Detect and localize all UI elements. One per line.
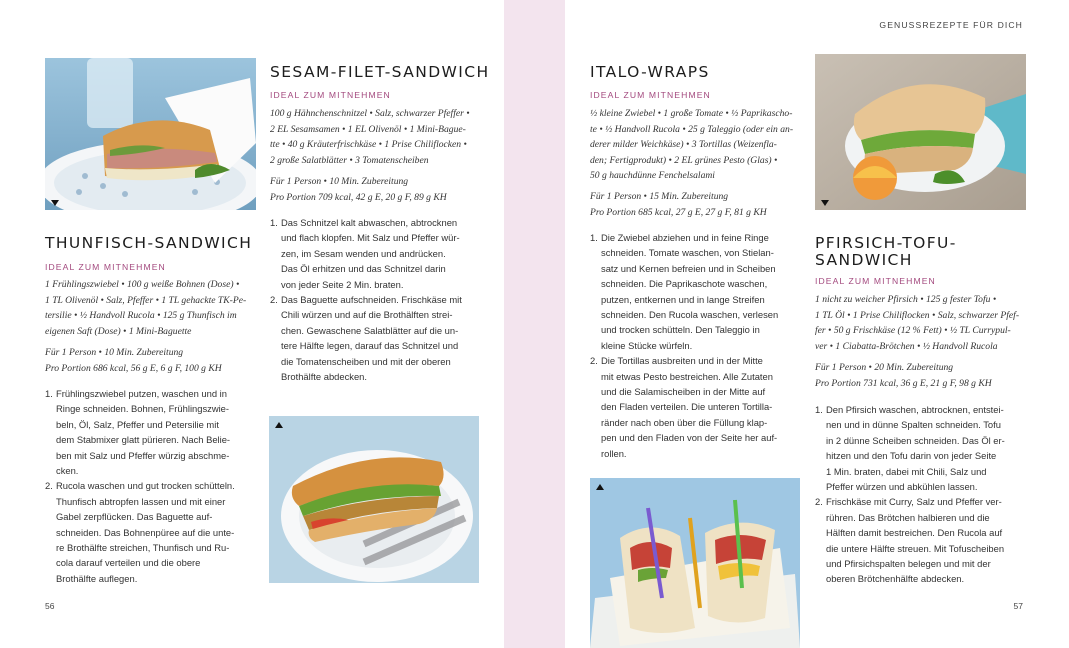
- thunfisch-subtitle: IDEAL ZUM MITNEHMEN: [45, 262, 166, 272]
- left-page: [0, 0, 504, 648]
- step-line: Den Pfirsich waschen, abtrocknen, entstei-: [826, 404, 1004, 415]
- step-number: 2.: [45, 480, 53, 492]
- step-number: 2.: [815, 496, 823, 508]
- step-line: Thunfisch abtropfen lassen und mit einer: [56, 495, 226, 507]
- step-line: Brothälfte auflegen.: [56, 572, 138, 584]
- thunfisch-sandwich-photo: [45, 58, 256, 210]
- nutrition: Pro Portion 709 kcal, 42 g E, 20 g F, 89 g KH: [270, 191, 447, 203]
- step-line: hitzen und den Tofu darin von jeder Seite: [826, 450, 997, 462]
- ingredient-line: derer milder Weichkäse) • 3 Tortillas (Weizenfla-: [590, 139, 777, 150]
- step-line: Chili würzen und auf die Brothälften strei-: [281, 309, 453, 321]
- step-line: Hälften damit bestreichen. Den Rucola auf: [826, 527, 1003, 539]
- pfirsich-photo-illustration: [815, 54, 1026, 210]
- step-line: ränder nach oben über die Füllung klap-: [601, 416, 768, 428]
- step-line: Rucola waschen und gut trocken schütteln.: [56, 480, 235, 492]
- nutrition: Pro Portion 686 kcal, 56 g E, 6 g F, 100 g KH: [45, 362, 222, 374]
- sesam-sandwich-photo: [269, 416, 479, 583]
- right-page: [565, 0, 1069, 648]
- thunfisch-ingredients: [45, 277, 260, 339]
- step-line: Gabel zerpflücken. Das Baguette auf-: [56, 511, 213, 523]
- step-1: [815, 402, 1041, 494]
- pfirsich-title: [815, 235, 957, 269]
- step-number: 1.: [45, 388, 53, 399]
- italo-subtitle: IDEAL ZUM MITNEHMEN: [590, 90, 711, 100]
- photo-marker-icon: [821, 200, 829, 206]
- title-line: SANDWICH: [815, 251, 913, 269]
- nutrition: Pro Portion 731 kcal, 36 g E, 21 g F, 98 g KH: [815, 377, 992, 389]
- pfirsich-meta: [815, 360, 992, 391]
- sesam-steps: [270, 215, 496, 384]
- step-number: 1.: [815, 404, 823, 415]
- step-line: Die Tortillas ausbreiten und in der Mitte: [601, 355, 763, 367]
- italo-meta: [590, 189, 767, 220]
- step-line: Die Zwiebel abziehen und in feine Ringe: [601, 232, 769, 243]
- step-line: Frühlingszwiebel putzen, waschen und in: [56, 388, 227, 399]
- step-1: [270, 215, 496, 292]
- italo-ingredients: [590, 106, 805, 184]
- ingredient-line: 2 EL Sesamsamen • 1 EL Olivenöl • 1 Mini-Bague-: [270, 123, 466, 135]
- step-2: [270, 292, 496, 384]
- step-1: [590, 230, 816, 353]
- step-line: schneiden. Das Bohnenpüree auf die unte-: [56, 526, 235, 538]
- ingredient-line: ver • 1 Ciabatta-Brötchen • ½ Handvoll Rucola: [815, 340, 998, 352]
- step-line: nen und in dünne Spalten schneiden. Tofu: [826, 419, 1001, 431]
- thunfisch-meta: [45, 345, 222, 376]
- page-number-left: 56: [45, 601, 55, 611]
- step-line: mit etwas Pesto bestreichen. Alle Zutaten: [601, 370, 773, 382]
- sesam-subtitle: IDEAL ZUM MITNEHMEN: [270, 90, 391, 100]
- step-2: [590, 353, 816, 461]
- sesam-title: SESAM-FILET-SANDWICH: [270, 63, 490, 81]
- step-line: die untere Hälfte streuen. Mit Tofuscheiben: [826, 542, 1005, 554]
- step-2: [815, 494, 1041, 586]
- thunfisch-title: THUNFISCH-SANDWICH: [45, 234, 253, 252]
- photo-marker-icon: [275, 422, 283, 428]
- step-line: und flach klopfen. Mit Salz und Pfeffer wür-: [281, 232, 460, 244]
- step-number: 1.: [590, 232, 598, 243]
- ingredient-line: den; Fertigprodukt) • 2 EL grünes Pesto (Glas) •: [590, 154, 778, 166]
- photo-marker-icon: [51, 200, 59, 206]
- ingredient-line: ½ kleine Zwiebel • 1 große Tomate • ½ Paprikascho-: [590, 108, 793, 119]
- step-line: kleine Stücke würfeln.: [601, 339, 693, 351]
- step-line: cken.: [56, 465, 79, 477]
- sesam-ingredients: [270, 106, 485, 168]
- step-line: Frischkäse mit Curry, Salz und Pfeffer ver-: [826, 496, 1002, 508]
- step-line: satz und Kernen befreien und in Scheiben: [601, 262, 776, 274]
- step-line: und Pfirsichspalten belegen und mit der: [826, 558, 991, 570]
- step-line: zen, im Sesam wenden und andrücken.: [281, 247, 446, 259]
- step-line: Das Öl erhitzen und das Schnitzel darin: [281, 263, 446, 275]
- running-header: GENUSSREZEPTE FÜR DICH: [879, 20, 1023, 30]
- book-gutter: [504, 0, 565, 648]
- ingredient-line: tte • 40 g Kräuterfrischkäse • 1 Prise Chiliflocken •: [270, 139, 467, 150]
- step-2: [45, 478, 271, 586]
- step-line: und trocken schütteln. Den Taleggio in: [601, 324, 760, 336]
- servings-time: Für 1 Person • 10 Min. Zubereitung: [270, 176, 409, 187]
- step-line: 1 Min. braten, dabei mit Chili, Salz und: [826, 465, 987, 477]
- servings-time: Für 1 Person • 10 Min. Zubereitung: [45, 347, 184, 358]
- italo-title: ITALO-WRAPS: [590, 63, 710, 81]
- nutrition: Pro Portion 685 kcal, 27 g E, 27 g F, 81 g KH: [590, 206, 767, 218]
- pfirsich-subtitle: IDEAL ZUM MITNEHMEN: [815, 276, 936, 286]
- pfirsich-ingredients: [815, 292, 1030, 354]
- step-1: [45, 386, 271, 478]
- photo-marker-icon: [596, 484, 604, 490]
- step-line: Das Schnitzel kalt abwaschen, abtrocknen: [281, 217, 458, 228]
- ingredient-line: 1 nicht zu weicher Pfirsich • 125 g fester Tofu •: [815, 294, 997, 305]
- step-line: ben mit Salz und Pfeffer würzig abschme-: [56, 449, 230, 461]
- step-line: cola darauf verteilen und die obere: [56, 557, 201, 569]
- page-number-right: 57: [1013, 601, 1023, 611]
- step-line: tere Hälfte legen, darauf das Schnitzel und: [281, 340, 459, 352]
- step-line: schneiden. Tomate waschen, von Stielan-: [601, 247, 774, 259]
- step-line: putzen, entkernen und in lange Streifen: [601, 293, 765, 305]
- ingredient-line: tersilie • ½ Handvoll Rucola • 125 g Thunfisch im: [45, 310, 237, 321]
- step-number: 2.: [590, 355, 598, 367]
- step-line: pen und den Fladen von der Seite her auf-: [601, 432, 778, 444]
- step-line: den Fladen verteilen. Die unteren Tortilla-: [601, 401, 773, 413]
- italo-wraps-photo: [590, 478, 800, 648]
- pfirsich-steps: [815, 402, 1041, 587]
- thunfisch-photo-illustration: [45, 58, 256, 210]
- step-number: 1.: [270, 217, 278, 228]
- ingredient-line: 100 g Hähnchenschnitzel • Salz, schwarzer Pfeffer •: [270, 108, 470, 119]
- ingredient-line: fer • 50 g Frischkäse (12 % Fett) • ½ TL Currypul-: [815, 325, 1011, 336]
- sesam-photo-illustration: [269, 416, 479, 583]
- step-line: schneiden. Den Rucola waschen, verlesen: [601, 309, 779, 321]
- step-line: in 2 dünne Scheiben schneiden. Das Öl er-: [826, 434, 1005, 446]
- step-line: rollen.: [601, 447, 627, 459]
- ingredient-line: 50 g hauchdünne Fenchelsalami: [590, 170, 715, 181]
- step-line: Das Baguette aufschneiden. Frischkäse mit: [281, 294, 462, 306]
- step-line: die Tomatenscheiben und mit der oberen: [281, 355, 451, 367]
- thunfisch-steps: [45, 386, 271, 586]
- step-line: re Brothälfte streichen, Thunfisch und Ru-: [56, 542, 230, 554]
- step-line: und die Salamischeiben in der Mitte auf: [601, 386, 766, 398]
- step-line: Pfeffer würzen und abkühlen lassen.: [826, 481, 978, 493]
- step-line: schneiden. Die Paprikaschote waschen,: [601, 278, 768, 290]
- ingredient-line: 1 TL Olivenöl • Salz, Pfeffer • 1 TL gehackte TK-Pe-: [45, 294, 247, 306]
- step-line: Brothälfte abdecken.: [281, 371, 367, 383]
- ingredient-line: 1 Frühlingszwiebel • 100 g weiße Bohnen (Dose) •: [45, 279, 240, 290]
- step-number: 2.: [270, 294, 278, 306]
- ingredient-line: 2 große Salatblätter • 3 Tomatenscheiben: [270, 154, 429, 166]
- italo-steps: [590, 230, 816, 461]
- step-line: von jeder Seite 2 Min. braten.: [281, 278, 404, 290]
- ingredient-line: te • ½ Handvoll Rucola • 25 g Taleggio (oder ein an-: [590, 123, 794, 135]
- ingredient-line: 1 TL Öl • 1 Prise Chiliflocken • Salz, schwarzer Pfef-: [815, 309, 1020, 321]
- ingredient-line: eigenen Saft (Dose) • 1 Mini-Baguette: [45, 325, 192, 337]
- servings-time: Für 1 Person • 15 Min. Zubereitung: [590, 191, 729, 202]
- title-line: PFIRSICH-TOFU-: [815, 234, 957, 252]
- pfirsich-sandwich-photo: [815, 54, 1026, 210]
- step-line: dem Stabmixer glatt pürieren. Nach Belie-: [56, 434, 231, 446]
- step-line: rühren. Das Brötchen halbieren und die: [826, 511, 990, 523]
- sesam-meta: [270, 174, 447, 205]
- servings-time: Für 1 Person • 20 Min. Zubereitung: [815, 362, 954, 373]
- step-line: Ringe schneiden. Bohnen, Frühlingszwie-: [56, 403, 230, 415]
- step-line: chen. Gewaschene Salatblätter auf die un-: [281, 324, 459, 336]
- step-line: oberen Brötchenhälfte abdecken.: [826, 573, 965, 585]
- italo-photo-illustration: [590, 478, 800, 648]
- step-line: beln, Öl, Salz, Pfeffer und Petersilie mit: [56, 418, 219, 430]
